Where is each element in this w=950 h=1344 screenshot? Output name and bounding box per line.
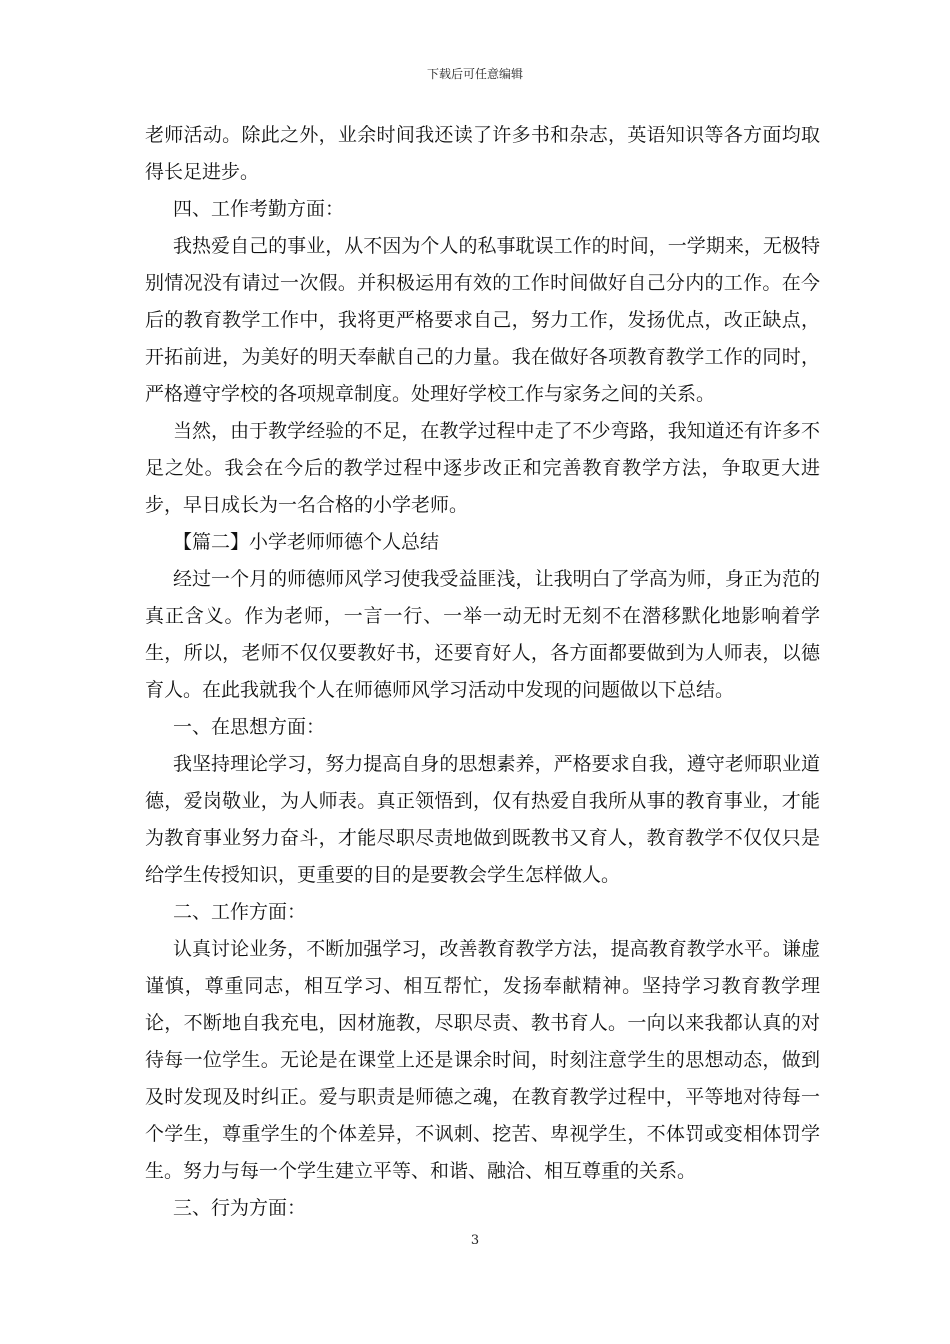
page-header: 下载后可任意编辑	[426, 67, 523, 81]
chapter-title: 【篇二】小学老师师德个人总结	[173, 531, 440, 553]
paragraph-thought: 我坚持理论学习，努力提高自身的思想素养，严格要求自我，遵守老师职业道德，爱岗敬业，为人师表。真正领悟到，仅有热爱自我所从事的教育事业，才能为教育事业努力奋斗，才能尽职尽责地做到既教书又育人，教育教学不仅仅只是给学生传授知识，更重要的目的是要教会学生怎样做人。	[145, 753, 820, 886]
paragraph-1: 老师活动。除此之外，业余时间我还读了许多书和杂志，英语知识等各方面均取得长足进步。	[145, 124, 820, 183]
section-heading-attendance: 四、工作考勤方面：	[173, 198, 345, 220]
paragraph-work: 认真讨论业务，不断加强学习，改善教育教学方法，提高教育教学水平。谦虚谨慎，尊重同志，相互学习、相互帮忙，发扬奉献精神。坚持学习教育教学理论，不断地自我充电，因材施教，尽职尽责、教书育人。一向以来我都认真的对待每一位学生。无论是在课堂上还是课余时间，时刻注意学生的思想动态，做到及时发现及时纠正。爱与职责是师德之魂，在教育教学过程中，平等地对待每一个学生，尊重学生的个体差异，不讽刺、挖苦、卑视学生，不体罚或变相体罚学生。努力与每一个学生建立平等、和谐、融洽、相互尊重的关系。	[145, 938, 820, 1182]
paragraph-shortcomings: 当然，由于教学经验的不足，在教学过程中走了不少弯路，我知道还有许多不足之处。我会在今后的教学过程中逐步改正和完善教育教学方法，争取更大进步，早日成长为一名合格的小学老师。	[145, 420, 820, 516]
document-body	[145, 117, 820, 1227]
section-heading-behavior: 三、行为方面：	[173, 1197, 307, 1219]
paragraph-attendance: 我热爱自己的事业，从不因为个人的私事耽误工作的时间，一学期来，无极特别情况没有请过一次假。并积极运用有效的工作时间做好自己分内的工作。在今后的教育教学工作中，我将更严格要求自己，努力工作，发扬优点，改正缺点，开拓前进，为美好的明天奉献自己的力量。我在做好各项教育教学工作的同时，严格遵守学校的各项规章制度。处理好学校工作与家务之间的关系。	[145, 235, 820, 405]
section-heading-thought: 一、在思想方面：	[173, 716, 326, 738]
page-number: 3	[470, 1233, 480, 1248]
section-heading-work: 二、工作方面：	[173, 901, 307, 923]
paragraph-intro: 经过一个月的师德师风学习使我受益匪浅，让我明白了学高为师，身正为范的真正含义。作为老师，一言一行、一举一动无时无刻不在潜移默化地影响着学生，所以，老师不仅仅要教好书，还要育好人，各方面都要做到为人师表，以德育人。在此我就我个人在师德师风学习活动中发现的问题做以下总结。	[145, 568, 820, 701]
